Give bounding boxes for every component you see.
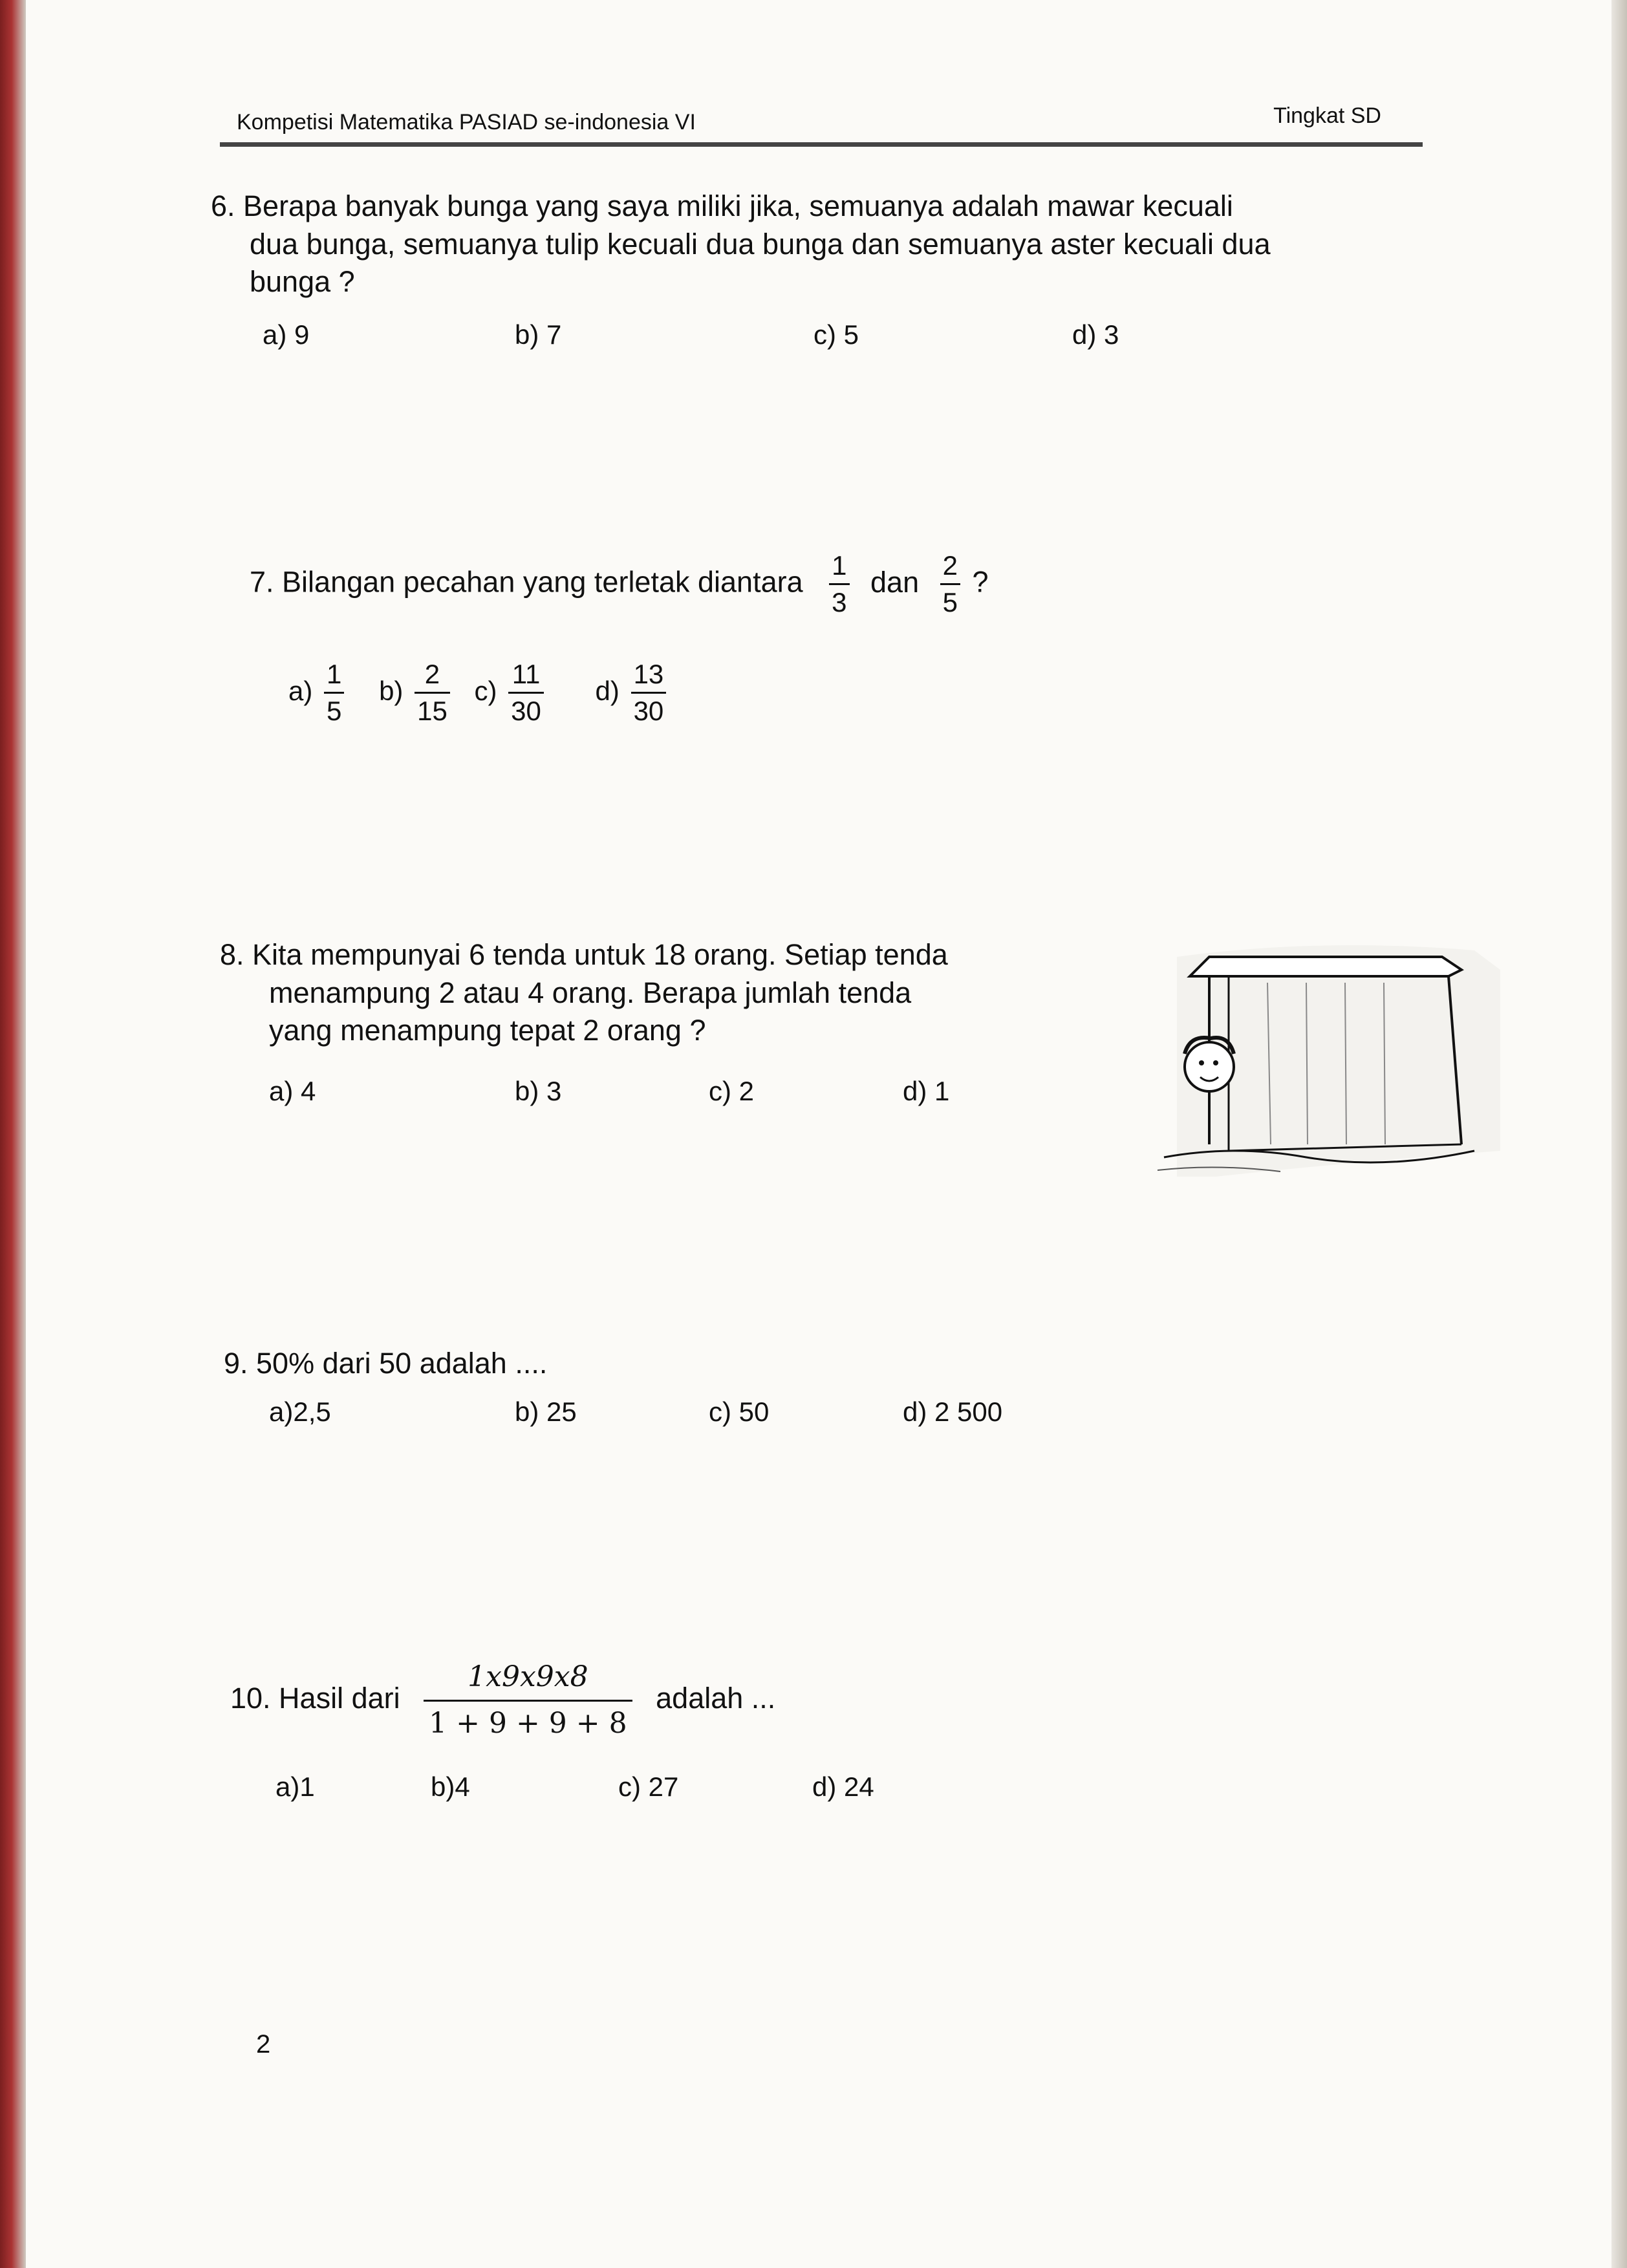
fraction-numerator: 11	[512, 659, 541, 689]
question-6-option-b: b) 7	[515, 319, 562, 350]
question-6-option-d: d) 3	[1072, 319, 1119, 350]
fraction-denominator: 1 + 9 + 9 + 8	[424, 1700, 632, 1741]
question-7-option-a-label: a)	[288, 675, 313, 706]
question-8-option-a: a) 4	[269, 1076, 316, 1106]
fraction-numerator: 1	[832, 550, 847, 581]
question-7-option-b-label: b)	[379, 675, 404, 706]
question-6	[211, 187, 1439, 301]
question-7-option-c-label: c)	[474, 675, 497, 706]
fraction-numerator: 1x9x9x8	[468, 1660, 588, 1693]
question-8-option-c: c) 2	[709, 1076, 755, 1106]
tent-with-person-illustration	[1138, 931, 1500, 1190]
question-7-suffix: ?	[972, 565, 989, 599]
fraction-denominator: 5	[940, 583, 960, 617]
question-6-line-1: 6. Berapa banyak bunga yang saya miliki jika, semuanya adalah mawar kecuali	[211, 189, 1233, 222]
question-8	[220, 936, 1112, 1050]
question-10-option-d: d) 24	[812, 1771, 874, 1802]
fraction-denominator: 30	[508, 692, 544, 726]
fraction-numerator: 13	[633, 659, 664, 689]
page-number: 2	[256, 2030, 271, 2059]
question-7-middle: dan	[870, 565, 920, 599]
question-6-line-3: bunga ?	[250, 265, 355, 298]
fraction-numerator: 2	[942, 550, 958, 581]
question-7-option-d-label: d)	[595, 675, 620, 706]
question-10-suffix: adalah ...	[656, 1682, 776, 1715]
header-title: Kompetisi Matematika PASIAD se-indonesia VI	[237, 110, 696, 134]
question-7	[250, 551, 989, 617]
header-level: Tingkat SD	[1273, 103, 1381, 128]
question-9-line-1: 9. 50% dari 50 adalah ....	[224, 1347, 548, 1380]
question-10-option-a: a)1	[275, 1771, 315, 1802]
question-7-option-a	[324, 659, 344, 726]
question-7-options	[288, 659, 670, 726]
question-7-prefix: 7. Bilangan pecahan yang terletak diantara	[250, 565, 803, 599]
scan-edge-right	[1611, 0, 1627, 2268]
question-9-option-d: d) 2 500	[903, 1396, 1003, 1427]
fraction-numerator: 2	[424, 659, 440, 689]
fraction-denominator: 15	[415, 692, 450, 726]
header-divider	[220, 142, 1423, 147]
scan-edge-left	[0, 0, 26, 2268]
question-7-option-b	[415, 659, 450, 726]
question-6-option-a: a) 9	[263, 319, 310, 350]
question-8-option-b: b) 3	[515, 1076, 562, 1106]
question-6-line-2: dua bunga, semuanya tulip kecuali dua bunga dan semuanya aster kecuali dua	[250, 227, 1271, 261]
exam-page	[26, 0, 1611, 2268]
question-10-fraction	[424, 1660, 632, 1741]
question-10-option-b: b)4	[431, 1771, 470, 1802]
question-6-option-c: c) 5	[814, 319, 859, 350]
question-7-option-d	[631, 659, 667, 726]
question-9-option-c: c) 50	[709, 1396, 770, 1427]
question-7-fraction-1	[829, 551, 849, 617]
question-8-option-d: d) 1	[903, 1076, 950, 1106]
question-10-prefix: 10. Hasil dari	[230, 1682, 400, 1715]
question-10-option-c: c) 27	[618, 1771, 679, 1802]
fraction-denominator: 3	[829, 583, 849, 617]
question-8-line-3: yang menampung tepat 2 orang ?	[269, 1014, 706, 1047]
fraction-denominator: 5	[324, 692, 344, 726]
question-8-line-1: 8. Kita mempunyai 6 tenda untuk 18 orang. Setiap tenda	[220, 938, 948, 971]
question-9-option-b: b) 25	[515, 1396, 577, 1427]
fraction-numerator: 1	[327, 659, 342, 689]
question-7-fraction-2	[940, 551, 960, 617]
question-9	[224, 1345, 547, 1383]
question-10	[230, 1660, 775, 1741]
question-9-option-a: a)2,5	[269, 1396, 331, 1427]
question-8-line-2: menampung 2 atau 4 orang. Berapa jumlah tenda	[269, 976, 912, 1009]
fraction-denominator: 30	[631, 692, 667, 726]
question-7-option-c	[508, 659, 544, 726]
